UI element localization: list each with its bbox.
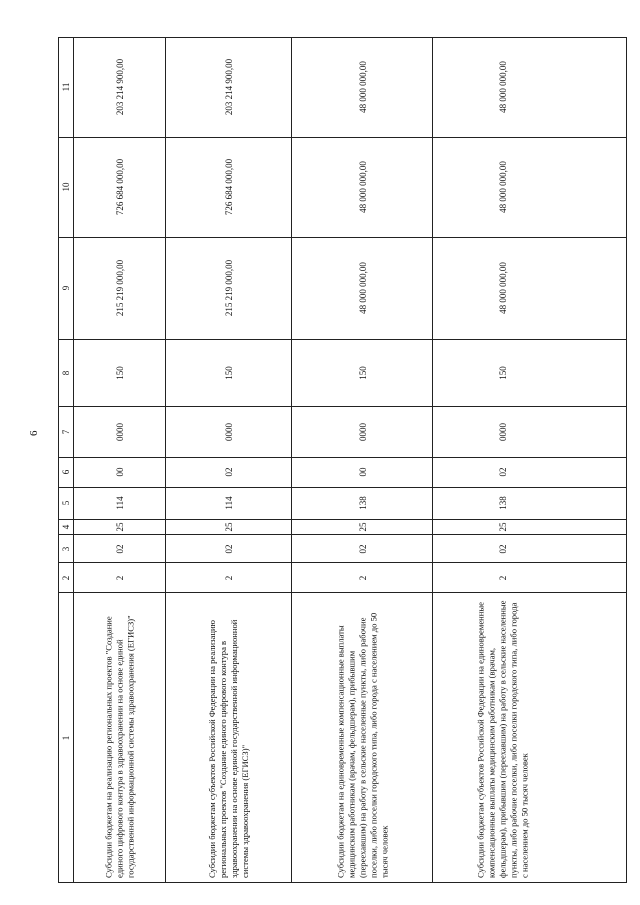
row-name-cell: Субсидии бюджетам на реализацию региональных проектов "Создание единого цифрового контура в здравоохранении на основе единой государственной информационной системы здравоохранения (ЕГИСЗ)": [103, 615, 136, 878]
header-cell: 11: [61, 82, 71, 92]
header-cell: 7: [61, 429, 71, 434]
cell-c5: 138: [357, 496, 368, 510]
page-number: 6: [28, 430, 40, 436]
row-name-cell: Субсидии бюджетам на единовременные компенсационные выплаты медицинским работникам (врачам, фельдшерам), прибывшим (переехавшим) на работу в сельские населенные пункты, либо рабочие поселки, либо поселки городского типа, либо города с населением до 50 тысяч человек: [335, 612, 389, 878]
cell-c8: 150: [224, 365, 234, 380]
cell-c10: 48 000 000,00: [357, 161, 368, 213]
header-cell: 6: [61, 469, 71, 475]
cell-c9: 215 219 000,00: [224, 259, 234, 317]
cell-c10: 726 684 000,00: [115, 158, 125, 216]
cell-c2: 2: [224, 575, 234, 581]
cell-c9: 48 000 000,00: [357, 262, 368, 314]
cell-c7: 0000: [224, 422, 234, 441]
cell-c7: 0000: [498, 422, 508, 441]
cell-c11: 203 214 900,00: [115, 58, 125, 116]
cell-c3: 02: [498, 544, 508, 553]
cell-c2: 2: [115, 575, 125, 581]
cell-c8: 150: [115, 365, 125, 380]
table-row: [74, 37, 166, 883]
cell-c10: 726 684 000,00: [224, 158, 234, 216]
cell-c10: 48 000 000,00: [498, 161, 508, 213]
cell-c11: 48 000 000,00: [498, 61, 508, 113]
table-row: [433, 37, 627, 883]
cell-c4: 25: [498, 522, 508, 531]
cell-c3: 02: [115, 544, 125, 553]
cell-c4: 25: [224, 522, 234, 531]
header-cell: 9: [61, 285, 71, 291]
cell-c6: 00: [357, 467, 368, 477]
cell-c3: 02: [357, 544, 368, 553]
cell-c9: 48 000 000,00: [498, 262, 508, 314]
header-cell: 10: [61, 182, 71, 192]
table-row: [292, 37, 433, 883]
cell-c3: 02: [224, 544, 234, 553]
cell-c11: 203 214 900,00: [224, 58, 234, 116]
table-row: [166, 37, 292, 883]
cell-c8: 150: [498, 365, 508, 380]
cell-c8: 150: [357, 365, 368, 380]
cell-c9: 215 219 000,00: [115, 259, 125, 317]
header-cell: 5: [61, 500, 71, 506]
cell-c4: 25: [357, 522, 368, 531]
cell-c2: 2: [357, 575, 368, 581]
cell-c7: 0000: [357, 422, 368, 441]
cell-c5: 138: [498, 496, 508, 510]
header-row: [58, 37, 74, 883]
cell-c2: 2: [498, 575, 508, 581]
header-cell: 2: [61, 575, 71, 581]
cell-c5: 114: [115, 496, 125, 510]
header-cell: 1: [61, 735, 71, 741]
row-name-cell: Субсидии бюджетам субъектов Российской Федерации на единовременные компенсационные выплаты медицинским работникам (врачам, фельдшерам), прибывшим (переехавшим) на работу в сельские населенные пункты, либо рабочие поселки, либо поселки городского типа, либо города с населением до 50 тысяч человек: [475, 600, 530, 878]
cell-c6: 00: [115, 467, 125, 477]
cell-c6: 02: [224, 467, 234, 477]
cell-c5: 114: [224, 496, 234, 510]
cell-c4: 25: [115, 522, 125, 531]
header-cell: 3: [61, 546, 71, 551]
cell-c6: 02: [498, 467, 508, 477]
cell-c11: 48 000 000,00: [357, 61, 368, 113]
header-cell: 8: [61, 370, 71, 375]
cell-c7: 0000: [115, 422, 125, 441]
header-cell: 4: [61, 524, 71, 529]
row-name-cell: Субсидии бюджетам субъектов Российской Федерации на реализацию региональных проектов "Создание единого цифрового контура в здравоохранении на основе единой государственной информационной системы здравоохранения (ЕГИСЗ)": [207, 619, 250, 878]
